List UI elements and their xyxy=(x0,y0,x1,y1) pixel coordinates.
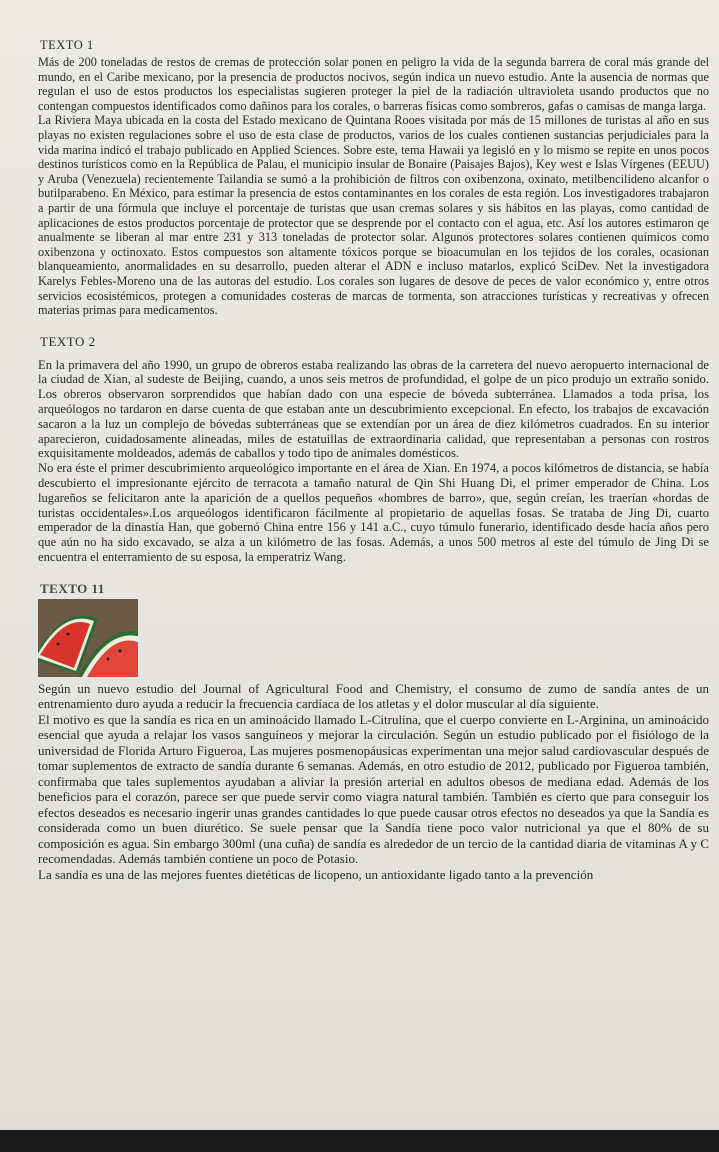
watermelon-image xyxy=(38,599,138,677)
texto-1-paragraph: Más de 200 toneladas de restos de cremas de protección solar ponen en peligro la vida de la segunda barrera de coral más grande del mundo, en el Caribe mexicano, por la presencia de productos nocivos, según indica un nuevo estudio. Ante la ausencia de normas que regulan el uso de estos productos los especialistas sugieren proteger la piel de la radiación ultravioleta usando productos que no contengan compuestos identificados como dañinos para los corales, o barreras físicas como sombreros, gafas o camisas de manga larga. xyxy=(38,55,709,113)
texto-2-heading: TEXTO 2 xyxy=(40,333,96,349)
texto-11-paragraph: Según un nuevo estudio del Journal of Agricultural Food and Chemistry, el consumo de zumo de sandía antes de un entrenamiento duro ayuda a reducir la frecuencia cardíaca de los atletas y el dolor muscular al día siguiente. xyxy=(38,680,709,712)
bottom-shadow xyxy=(0,1130,719,1152)
texto-1-paragraph: La Riviera Maya ubicada en la costa del Estado mexicano de Quintana Rooes visitada por más de 15 millones de turistas al año en sus playas no existen regulaciones sobre el uso de esta clase de productos, varios de los cuales contienen sustancias perjudiciales para la vida marina indicó el trabajo publicado en Applied Sciences. Sobre este, tema Hawaii ya legisló en y lo mismo se repite en unos pocos destinos turísticos como en la República de Palau, el municipio insular de Bonaire (Paisajes Bajos), Key west e Islas Vírgenes (EEUU) y Aruba (Venezuela) recientemente Tailandia se sumó a la prohibición de filtros con oxibenzona, oxinato, metilbencilideno alcanfor o butilparabeno. En México, para estimar la presencia de estos contaminantes en los corales de esta región. Los investigadores trabajaron a partir de una fórmula que incluye el porcentaje de turistas que usan cremas solares y sis hábitos en las playas, como cantidad de aplicaciones de estos productos porcentaje de protector que se desprende por el contacto con el agua, etc. Así los autores estimaron qe anualmente se liberan al mar entre 231 y 313 toneladas de protector solar. Algunos protectores solares contienen químicos como oxibenzona y octinoxato. Estos compuestos son altamente tóxicos porque se bioacumulan en los tejidos de los corales, ocasionan blanqueamiento, anormalidades en su desarrollo, pueden alterar el ADN e incluso matarlos, explicó SciDev. Net la investigadora Karelys Febles-Moreno una de las autoras del estudio. Los corales son lugares de desove de peces de valor económico y, entre otros servicios ecosistémicos, protegen a comunidades costeras de marcas de tormenta, son atracciones turísticas y recreativas y ofrecen materias primas para medicamentos. xyxy=(38,113,709,318)
texto-1-heading: TEXTO 1 xyxy=(40,38,94,52)
texto-2-paragraph: No era éste el primer descubrimiento arqueológico importante en el área de Xian. En 1974, a pocos kilómetros de distancia, se había descubierto el impresionante ejército de terracota a tamaño natural de Qin Shi Huang Di, el primer emperador de China. Los lugareños se felicitaron ante la aparición de a quellos pequeños «hombres de barro», que, según creían, les traerían «hordas de turistas occidentales».Los arqueólogos identificaron fácilmente al propietario de aquellas fosas. Se trataba de Jing Di, cuarto emperador de la dinastía Han, que gobernó China entre 156 y 141 a.C., cuyo túmulo funerario, identificado desde hacía años pero que aún no ha sido excavado, se alza a un kilómetro de las fosas. Además, a unos 500 metros al este del túmulo de Jing Di se encuentra el enterramiento de su esposa, la emperatriz Wang. xyxy=(38,461,709,565)
texto-1-section xyxy=(38,38,709,318)
texto-2-section xyxy=(38,334,709,565)
texto-2-paragraph: En la primavera del año 1990, un grupo de obreros estaba realizando las obras de la carretera del nuevo aeropuerto internacional de la ciudad de Xian, al sudeste de Beijing, cuando, a unos seis metros de profundidad, el golpe de un pico produjo un extraño sonido. Los obreros observaron sorprendidos que habían dado con una especie de bóveda subterránea. Llamados a toda prisa, los arqueólogos no tardaron en darse cuenta de que estaban ante un descubrimiento excepcional. En efecto, los trabajos de excavación sacaron a la luz un complejo de bóvedas subterráneas que se extendían por un área de diez kilómetros cuadrados. En su interior aparecieron, cuidadosamente alineadas, miles de estatuillas de extraordinaria calidad, que representaban a personas con rostros exquisitamente moldeados, además de caballos y todo tipo de animales domésticos. xyxy=(38,357,709,461)
texto-11-paragraph: La sandía es una de las mejores fuentes dietéticas de licopeno, un antioxidante ligado tanto a la prevención xyxy=(38,866,594,882)
texto-11-heading: TEXTO 11 xyxy=(40,580,105,596)
texto-11-section xyxy=(38,581,709,883)
texto-11-paragraph: El motivo es que la sandía es rica en un aminoácido llamado L-Citrulina, que el cuerpo convierte en L-Arginina, un aminoácido esencial que ayuda a relajar los vasos sanguíneos y mejorar la circulación. Según un estudio publicado por el fisiólogo de la universidad de Florida Arturo Figueroa, Las mujeres posmenopáusicas experimentan una mejor salud cardiovascular después de tomar suplementos de extracto de sandía durante 6 semanas. Además, en otro estudio de 2012, publicado por Figueroa también, confirmaba que tales suplementos ayudaban a aliviar la presión arterial en adultos obesos de mediana edad. Además de los beneficios para el corazón, parece ser que puede servir como viagra natural también. También es cierto que para conseguir los efectos deseados es necesario ingerir unas grandes cantidades lo que puede causar otros efectos no deseados ya que la Sandía es considerada como un buen diurético. Se suele pensar que la Sandía tiene poco valor nutricional ya que el 80% de su composición es agua. Sin embargo 300ml (una cuña) de sandía es alrededor de un tercio de la cantidad diaria de vitaminas A y C recomendadas. Además también contiene un poco de Potasio. xyxy=(38,711,709,867)
